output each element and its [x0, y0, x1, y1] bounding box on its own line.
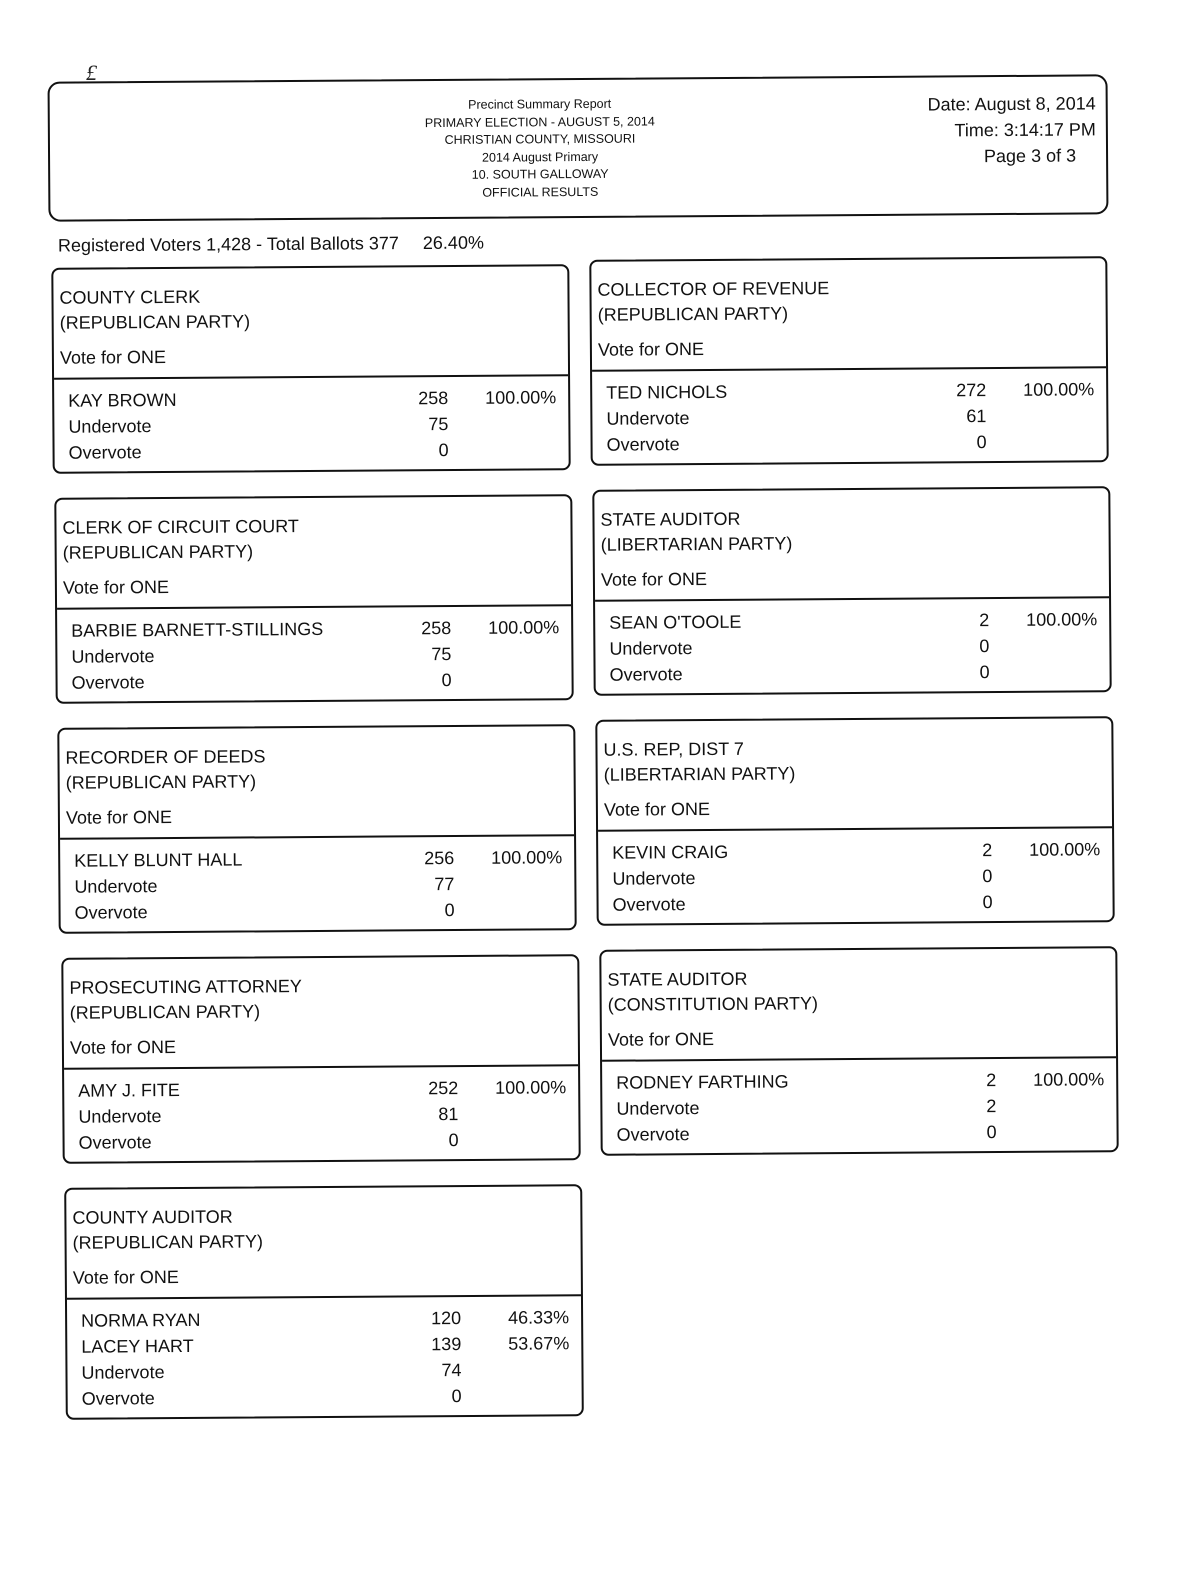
office-title: PROSECUTING ATTORNEY: [69, 976, 302, 998]
vote-count: 258: [418, 388, 449, 409]
candidate-name: Undervote: [78, 1106, 162, 1127]
report-meta: [856, 90, 1097, 170]
result-row: [598, 836, 1112, 866]
party-name: (CONSTITUTION PARTY): [607, 993, 819, 1015]
vote-count: 2: [979, 610, 990, 631]
result-row: [595, 632, 1109, 662]
vote-for-instruction: Vote for ONE: [59, 347, 167, 368]
vote-count: 258: [421, 618, 452, 639]
result-row: [54, 436, 568, 466]
handwritten-mark: £: [86, 60, 97, 85]
candidate-name: Undervote: [74, 876, 158, 897]
vote-count: 0: [451, 1386, 462, 1407]
turnout-percent: 26.40%: [422, 232, 484, 253]
candidate-name: LACEY HART: [81, 1335, 194, 1357]
result-row: [595, 658, 1109, 688]
party-name: (REPUBLICAN PARTY): [69, 1001, 261, 1023]
result-row: [54, 384, 568, 414]
vote-percent: 100.00%: [488, 617, 560, 638]
results-status: OFFICIAL RESULTS: [482, 184, 599, 200]
precinct-name: 10. SOUTH GALLOWAY: [471, 166, 609, 182]
vote-percent: 100.00%: [1026, 609, 1098, 630]
race-box: [595, 716, 1114, 926]
race-header: [56, 496, 570, 566]
vote-count: 0: [444, 900, 455, 921]
vote-count: 77: [434, 874, 455, 895]
candidate-name: KEVIN CRAIG: [612, 841, 729, 863]
candidate-name: Overvote: [606, 434, 680, 455]
county-name: CHRISTIAN COUNTY, MISSOURI: [444, 131, 636, 147]
vote-count: 61: [966, 406, 987, 427]
race-header: [594, 488, 1108, 558]
race-box: [54, 494, 573, 704]
result-row: [592, 402, 1106, 432]
vote-count: 0: [441, 670, 452, 691]
candidate-name: Overvote: [612, 894, 686, 915]
vote-count: 2: [982, 840, 993, 861]
party-name: (REPUBLICAN PARTY): [59, 311, 251, 333]
candidate-name: Undervote: [609, 638, 693, 659]
race-box: [592, 486, 1111, 696]
race-header: [63, 956, 577, 1026]
office-title: CLERK OF CIRCUIT COURT: [62, 516, 299, 538]
party-name: (REPUBLICAN PARTY): [62, 541, 254, 563]
office-title: U.S. REP, DIST 7: [603, 738, 744, 760]
result-row: [57, 614, 571, 644]
office-title: STATE AUDITOR: [600, 508, 741, 530]
candidate-name: NORMA RYAN: [81, 1309, 201, 1331]
vote-count: 0: [448, 1130, 459, 1151]
result-row: [60, 896, 574, 926]
vote-percent: 53.67%: [508, 1333, 570, 1354]
vote-percent: 100.00%: [485, 387, 557, 408]
race-results: [54, 374, 569, 472]
result-row: [60, 844, 574, 874]
race-results: [592, 366, 1107, 464]
vote-count: 0: [979, 636, 990, 657]
race-results: [64, 1064, 579, 1162]
vote-count: 0: [438, 440, 449, 461]
vote-for-instruction: Vote for ONE: [600, 569, 708, 590]
office-title: STATE AUDITOR: [607, 968, 748, 990]
candidate-name: KAY BROWN: [68, 389, 177, 411]
party-name: (LIBERTARIAN PARTY): [600, 533, 793, 555]
race-box: [57, 724, 576, 934]
vote-count: 256: [424, 848, 455, 869]
vote-for-instruction: Vote for ONE: [603, 799, 711, 820]
vote-count: 74: [441, 1360, 462, 1381]
result-row: [67, 1356, 581, 1386]
race-header: [53, 266, 567, 336]
result-row: [64, 1100, 578, 1130]
vote-count: 120: [430, 1308, 462, 1329]
turnout-summary: [58, 233, 484, 257]
vote-for-instruction: Vote for ONE: [607, 1029, 715, 1050]
race-header: [597, 718, 1111, 788]
result-row: [64, 1126, 578, 1156]
result-row: [57, 666, 571, 696]
vote-count: 272: [956, 380, 987, 401]
result-row: [602, 1092, 1116, 1122]
candidate-name: Overvote: [81, 1388, 155, 1409]
candidate-name: SEAN O'TOOLE: [609, 611, 742, 633]
race-results: [60, 834, 575, 932]
vote-percent: 100.00%: [1029, 839, 1101, 860]
report-title-block: [350, 95, 731, 203]
race-results: [595, 596, 1110, 694]
result-row: [602, 1118, 1116, 1148]
candidate-name: AMY J. FITE: [78, 1079, 180, 1101]
vote-count: 252: [428, 1078, 459, 1099]
vote-count: 0: [982, 866, 993, 887]
result-row: [598, 888, 1112, 918]
page-number: Page 3 of 3: [983, 145, 1077, 167]
candidate-name: Overvote: [609, 664, 683, 685]
race-box: [51, 264, 570, 474]
vote-count: 75: [431, 644, 452, 665]
vote-percent: 100.00%: [495, 1077, 567, 1098]
result-row: [60, 870, 574, 900]
party-name: (REPUBLICAN PARTY): [597, 303, 789, 325]
election-label: 2014 August Primary: [481, 149, 599, 165]
race-results: [57, 604, 572, 702]
result-row: [592, 376, 1106, 406]
race-header: [601, 948, 1115, 1018]
candidate-name: Undervote: [68, 416, 152, 437]
party-name: (LIBERTARIAN PARTY): [603, 763, 796, 785]
party-name: (REPUBLICAN PARTY): [65, 771, 257, 793]
race-header: [66, 1186, 580, 1256]
candidate-name: RODNEY FARTHING: [616, 1071, 789, 1093]
vote-for-instruction: Vote for ONE: [69, 1037, 177, 1058]
result-row: [592, 428, 1106, 458]
candidate-name: Undervote: [71, 646, 155, 667]
vote-percent: 100.00%: [1033, 1069, 1105, 1090]
candidate-name: Overvote: [68, 442, 142, 463]
vote-for-instruction: Vote for ONE: [597, 339, 705, 360]
result-row: [54, 410, 568, 440]
office-title: COUNTY AUDITOR: [72, 1206, 233, 1228]
office-title: COUNTY CLERK: [59, 286, 201, 308]
race-results: [598, 826, 1113, 924]
race-header: [59, 726, 573, 796]
party-name: (REPUBLICAN PARTY): [72, 1231, 264, 1253]
candidate-name: Overvote: [71, 672, 145, 693]
candidate-name: Overvote: [78, 1132, 152, 1153]
vote-for-instruction: Vote for ONE: [72, 1267, 179, 1288]
result-row: [67, 1304, 581, 1334]
result-row: [595, 606, 1109, 636]
race-box: [61, 954, 580, 1164]
result-row: [598, 862, 1112, 892]
report-time: Time: 3:14:17 PM: [954, 119, 1096, 141]
office-title: RECORDER OF DEEDS: [65, 746, 266, 768]
vote-count: 139: [431, 1334, 462, 1355]
report-title: Precinct Summary Report: [468, 96, 612, 112]
registered-voters-text: Registered Voters 1,428 - Total Ballots 377: [57, 233, 399, 256]
candidate-name: Undervote: [612, 868, 696, 889]
report-date: Date: August 8, 2014: [927, 93, 1096, 115]
vote-count: 2: [986, 1070, 997, 1091]
vote-count: 2: [986, 1096, 997, 1117]
candidate-name: Undervote: [616, 1098, 700, 1119]
vote-count: 0: [982, 892, 993, 913]
race-box: [589, 256, 1108, 466]
office-title: COLLECTOR OF REVENUE: [597, 278, 830, 300]
result-row: [602, 1066, 1116, 1096]
race-box: [599, 946, 1118, 1156]
vote-count: 81: [438, 1104, 459, 1125]
candidate-name: KELLY BLUNT HALL: [74, 849, 243, 871]
result-row: [67, 1330, 581, 1360]
report-header: [48, 74, 1109, 221]
vote-for-instruction: Vote for ONE: [65, 807, 173, 828]
result-row: [57, 640, 571, 670]
vote-for-instruction: Vote for ONE: [62, 577, 170, 598]
candidate-name: Overvote: [74, 902, 148, 923]
vote-count: 0: [979, 662, 990, 683]
candidate-name: Undervote: [606, 408, 690, 429]
vote-count: 0: [986, 1122, 997, 1143]
vote-percent: 100.00%: [1023, 379, 1095, 400]
vote-count: 75: [428, 414, 449, 435]
candidate-name: BARBIE BARNETT-STILLINGS: [71, 618, 324, 641]
result-row: [64, 1074, 578, 1104]
result-row: [68, 1382, 582, 1412]
candidate-name: TED NICHOLS: [606, 381, 728, 403]
vote-count: 0: [976, 432, 987, 453]
race-header: [591, 258, 1105, 328]
candidate-name: Undervote: [81, 1362, 165, 1383]
race-box: [64, 1184, 584, 1420]
vote-percent: 46.33%: [507, 1307, 570, 1328]
candidate-name: Overvote: [616, 1124, 690, 1145]
election-name: PRIMARY ELECTION - AUGUST 5, 2014: [424, 113, 655, 130]
race-results: [602, 1056, 1117, 1154]
race-results: [67, 1294, 582, 1418]
vote-percent: 100.00%: [491, 847, 563, 868]
